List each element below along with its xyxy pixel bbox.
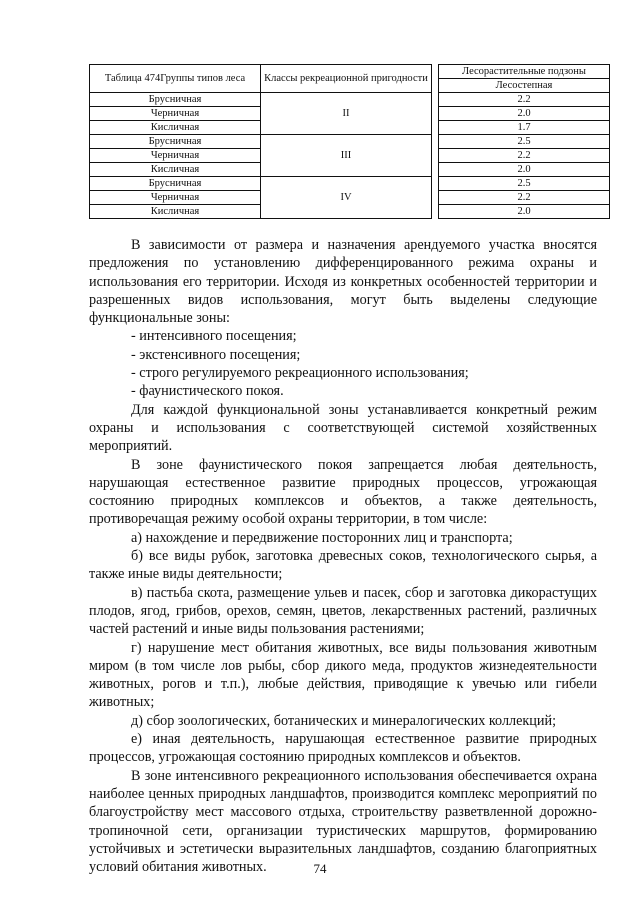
- subzone-value-cell: 2.2: [439, 149, 610, 163]
- list-item: - фаунистического покоя.: [131, 383, 284, 400]
- forest-type-cell: Черничная: [90, 191, 261, 205]
- paragraph-fauna-zone: В зоне фаунистического покоя запрещается любая деятельность, нарушающая естественное развитие природных процессов, угрожающая состоянию природных комплексов и объектов, а также деятельность, противоречащая режиму особой охраны территории, в том числе:: [89, 456, 597, 528]
- paragraph-intensive-zone: В зоне интенсивного рекреационного использования обеспечивается охрана наиболее ценных природных ландшафтов, производится комплекс мероприятий по благоустройству мест массового отдыха, строительству разветвленной дорожно-тропиночной сети, организации туристических маршрутов, формированию устойчивых и эстетически выразительных ландшафтов, созданию благоприятных условий обитания животных.: [89, 767, 597, 876]
- forest-type-cell: Кисличная: [90, 205, 261, 219]
- forest-type-cell: Кисличная: [90, 163, 261, 177]
- clause-e: е) иная деятельность, нарушающая естественное развитие природных процессов, угрожающая состоянию природных комплексов и объектов.: [89, 731, 597, 766]
- clause-g: г) нарушение мест обитания животных, все виды пользования животным миром (в том числе лов рыбы, сбор дикого меда, продуктов жизнедеятельности животных, рогов и т.п.), любые действия, приводящие к увечью или гибели животных;: [89, 639, 597, 711]
- paragraph-zone-regime: Для каждой функциональной зоны устанавливается конкретный режим охраны и использования с соответствующей системой хозяйственных мероприятий.: [89, 401, 597, 455]
- forest-type-cell: Кисличная: [90, 121, 261, 135]
- body-text: [89, 236, 597, 876]
- forest-type-cell: Брусничная: [90, 93, 261, 107]
- clause-d: д) сбор зоологических, ботанических и минералогических коллекций;: [131, 712, 557, 729]
- clause-b: б) все виды рубок, заготовка древесных соков, технологического сырья, а также иные виды деятельности;: [89, 548, 597, 583]
- recreation-class-cell: III: [261, 135, 432, 177]
- header-recreation-class: Классы рекреационной пригодности: [261, 65, 432, 93]
- recreation-class-cell: II: [261, 93, 432, 135]
- forest-type-cell: Черничная: [90, 107, 261, 121]
- recreation-class-cell: IV: [261, 177, 432, 219]
- subzone-value-cell: 2.2: [439, 93, 610, 107]
- list-item: - строго регулируемого рекреационного использования;: [131, 365, 469, 382]
- subzone-value-cell: 2.0: [439, 107, 610, 121]
- clause-v: в) пастьба скота, размещение ульев и пасек, сбор и заготовка дикорастущих плодов, ягод, грибов, орехов, семян, цветов, лекарственных растений, различных частей растений и иные виды пользования растениями;: [89, 584, 597, 638]
- subzone-value-cell: 1.7: [439, 121, 610, 135]
- forest-type-cell: Брусничная: [90, 177, 261, 191]
- forest-type-cell: Брусничная: [90, 135, 261, 149]
- subzone-value-cell: 2.0: [439, 205, 610, 219]
- subzone-value-cell: 2.2: [439, 191, 610, 205]
- list-item: - интенсивного посещения;: [131, 328, 297, 345]
- subzone-value-cell: 2.0: [439, 163, 610, 177]
- page-number: 74: [313, 861, 327, 876]
- subzone-value-cell: 2.5: [439, 177, 610, 191]
- subzone-value-cell: 2.5: [439, 135, 610, 149]
- header-forest-steppe: Лесостепная: [439, 79, 610, 93]
- paragraph-zones-intro: В зависимости от размера и назначения арендуемого участка вносятся предложения по установлению дифференцированного режима охраны и использования его территории. Исходя из конкретных особенностей территории и разрешенных видов использования, могут быть выделены следующие функциональные зоны:: [89, 237, 597, 327]
- clause-a: а) нахождение и передвижение посторонних лиц и транспорта;: [131, 529, 513, 546]
- header-subzones: Лесорастительные подзоны: [439, 65, 610, 79]
- forest-type-cell: Черничная: [90, 149, 261, 163]
- list-item: - экстенсивного посещения;: [131, 346, 301, 363]
- header-forest-groups: Таблица 474Группы типов леса: [90, 65, 261, 93]
- forest-table: [89, 64, 610, 219]
